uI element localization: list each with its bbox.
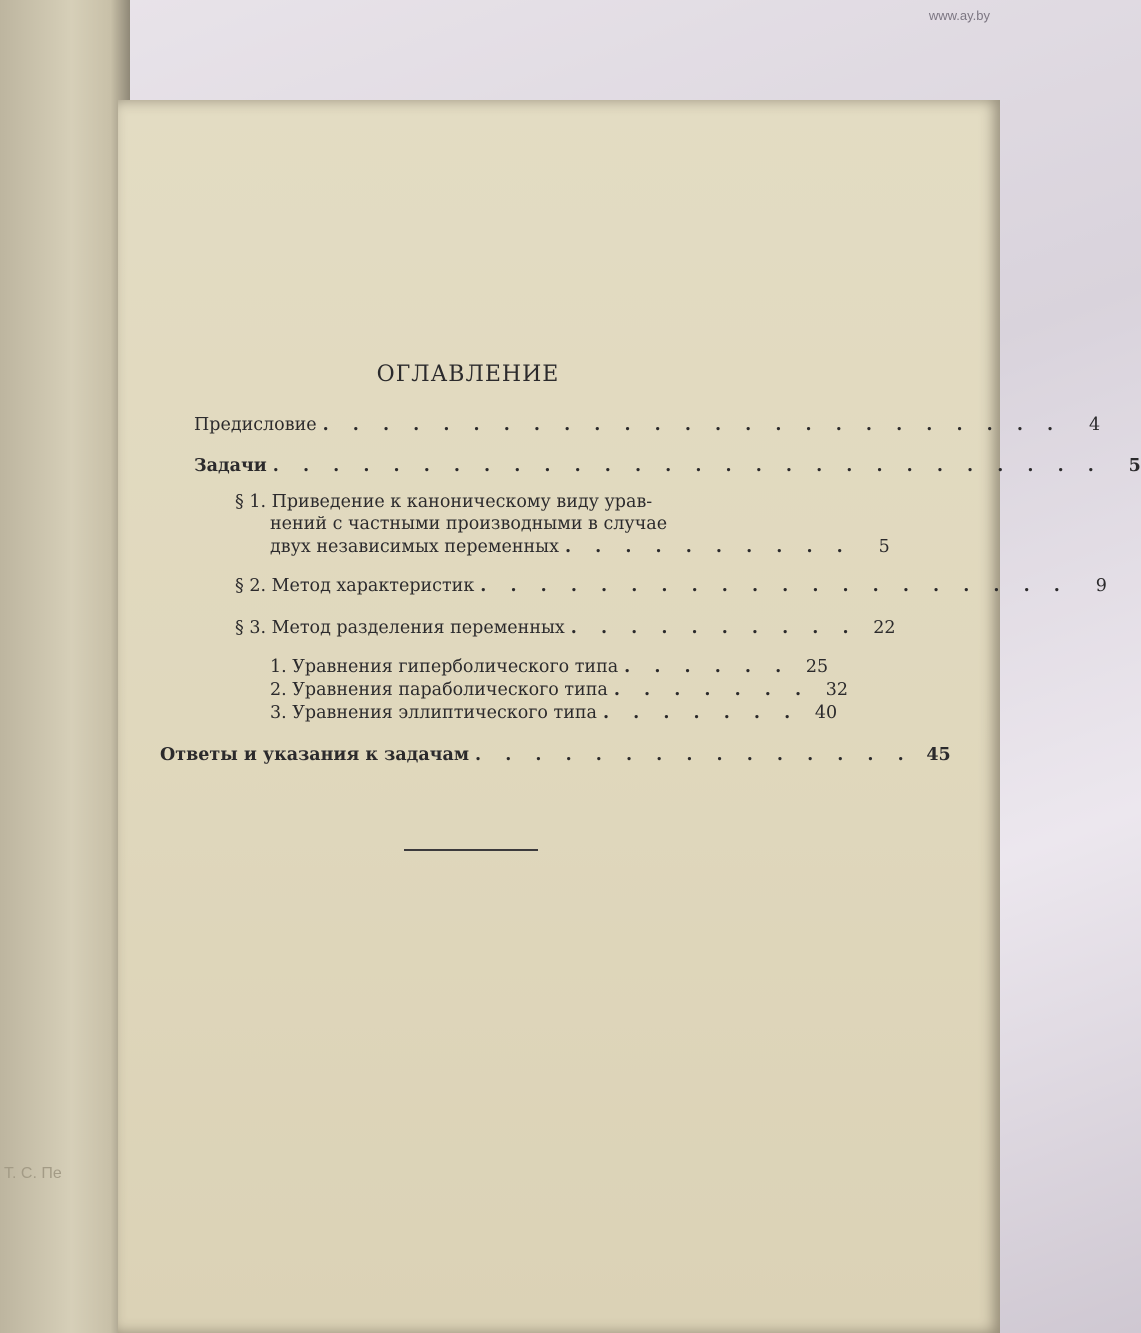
- leader-dots: . . . . . . . . . . . . . . .: [475, 745, 913, 765]
- toc-entry-label: 1. Уравнения гиперболического типа: [270, 657, 619, 677]
- toc-entry-label: § 3. Метод разделения переменных: [235, 618, 565, 638]
- toc-entry-sub-3: [270, 703, 838, 723]
- toc-section-1-line-1: § 1. Приведение к каноническому виду урав-: [235, 492, 653, 512]
- leader-dots: . . . . . . .: [613, 680, 811, 700]
- leader-dots: . . . . . . . . . . . . . . . . . . . .: [480, 576, 1069, 596]
- book-page: [118, 100, 1141, 1333]
- leader-dots: . . . . . . .: [602, 703, 800, 723]
- toc-entry-sub-2: [270, 680, 849, 700]
- toc-entry-label: Предисловие: [194, 415, 317, 435]
- closing-rule: [404, 849, 538, 851]
- toc-entry-label: Ответы и указания к задачам: [160, 745, 470, 765]
- toc-entry-sub-1: [270, 657, 829, 677]
- toc-title: ОГЛАВЛЕНИЕ: [376, 362, 560, 387]
- toc-entry-page: 9: [1095, 576, 1107, 596]
- toc-entry-problems: [194, 456, 1141, 476]
- toc-entry-page: 40: [814, 703, 838, 723]
- left-page-edge: [0, 0, 130, 1333]
- toc-entry-label: двух независимых переменных: [270, 537, 559, 557]
- toc-entry-page: 25: [805, 657, 829, 677]
- toc-entry-preface: [194, 415, 1101, 435]
- watermark: www.ay.by: [928, 8, 990, 23]
- toc-entry-section-2: [235, 576, 1107, 596]
- leader-dots: . . . . . . . . . . . . . . . . . . . . . . . . .: [322, 415, 1063, 435]
- toc-entry-page: 4: [1089, 415, 1101, 435]
- leader-dots: . . . . . .: [624, 657, 791, 677]
- leader-dots: . . . . . . . . . . . . . . . . . . . . . . . . . . . .: [272, 456, 1103, 476]
- toc-entry-page: 5: [878, 537, 890, 557]
- toc-entry-page: 32: [825, 680, 849, 700]
- toc-entry-label: Задачи: [194, 456, 267, 476]
- toc-entry-label: § 2. Метод характеристик: [235, 576, 475, 596]
- toc-entry-page: 22: [873, 618, 896, 638]
- leader-dots: . . . . . . . . . .: [570, 618, 858, 638]
- toc-entry-label: 2. Уравнения параболического типа: [270, 680, 608, 700]
- left-page-text-fragment: Т. С. Пе: [4, 1165, 62, 1182]
- toc-entry-page: 45: [926, 745, 951, 765]
- toc-entry-label: 3. Уравнения эллиптического типа: [270, 703, 597, 723]
- toc-entry-section-3: [235, 618, 896, 638]
- toc-entry-page: 5: [1128, 456, 1141, 476]
- toc-section-1-line-2: нений с частными производными в случае: [270, 514, 668, 534]
- toc-entry-section-1: [270, 537, 890, 557]
- toc-entry-answers: [160, 745, 951, 765]
- leader-dots: . . . . . . . . . .: [564, 537, 852, 557]
